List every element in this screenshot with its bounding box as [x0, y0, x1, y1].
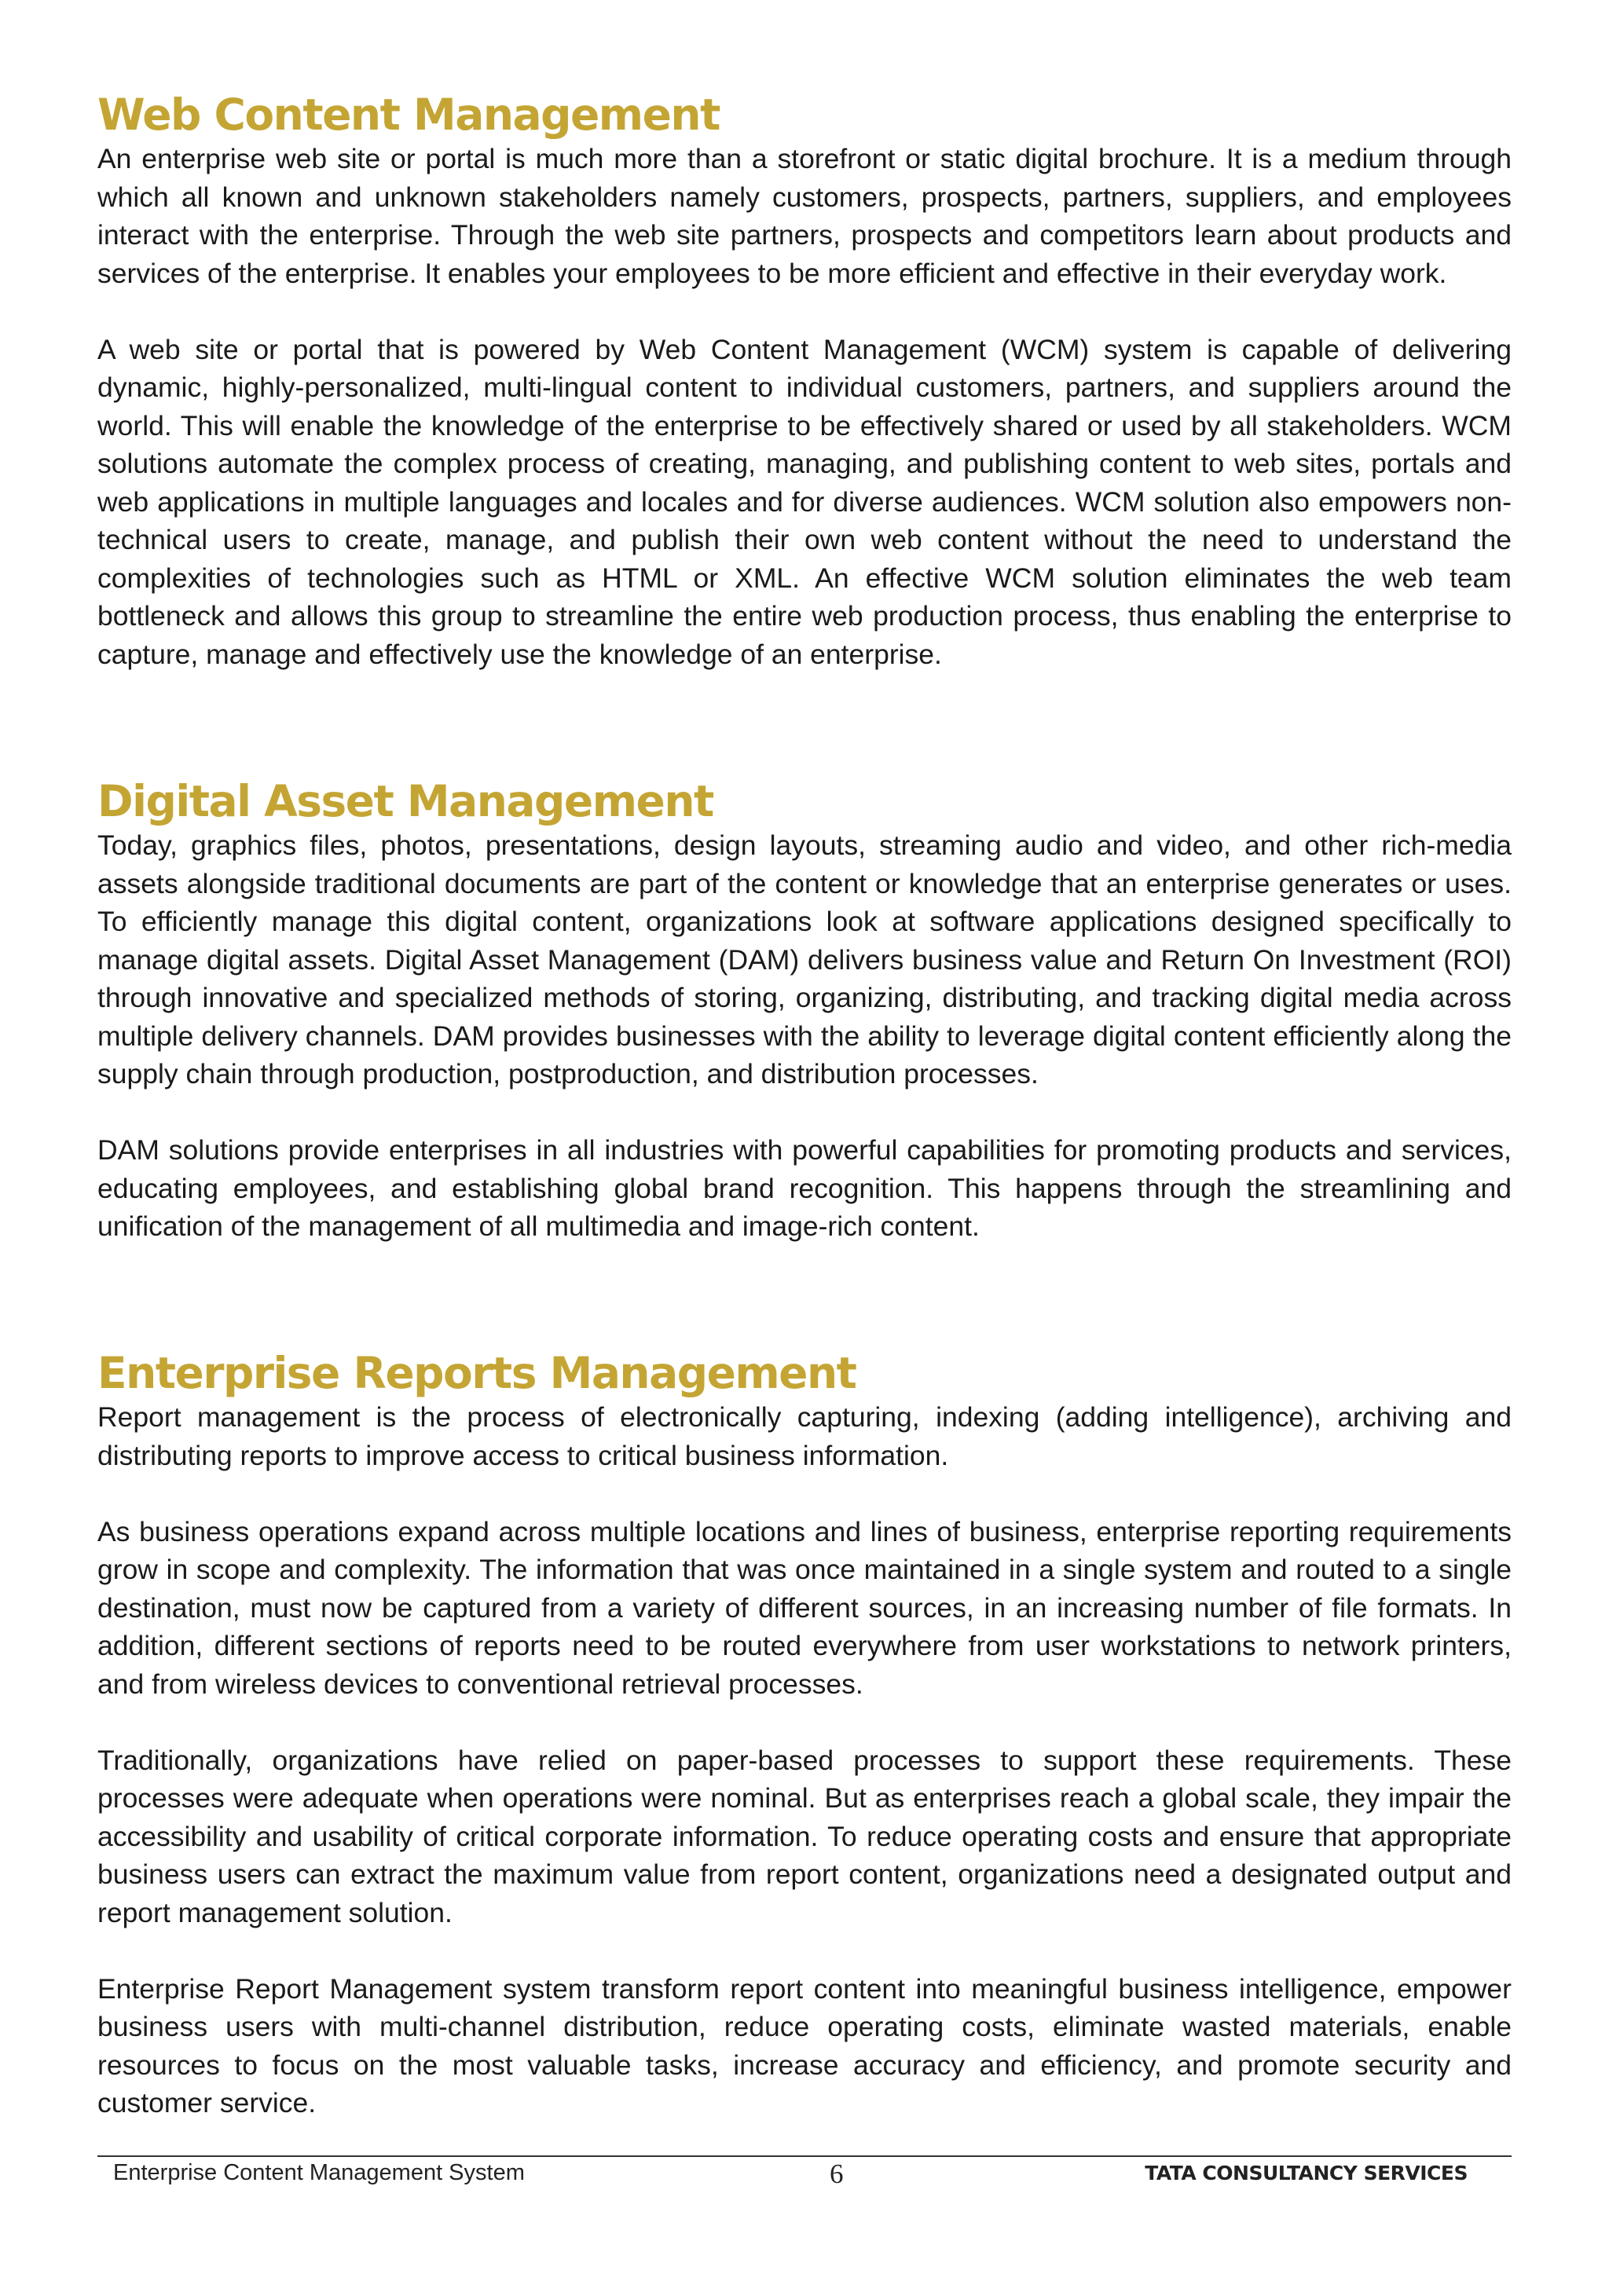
paragraph: Traditionally, organizations have relied on paper-based processes to support these requirements. These processes were adequate when operations were nominal. But as enterprises reach a global scale, they impair the accessibility and usability of critical corporate information. To reduce operating costs and ensure that appropriate business users can extract the maximum value from report content, organizations need a designated output and report management solution.	[97, 1744, 1512, 1928]
paragraph: A web site or portal that is powered by Web Content Management (WCM) system is capable of delivering dynamic, highly-personalized, multi-lingual content to individual customers, partners, and suppliers around the world. This will enable the knowledge of the enterprise to be effectively shared or used by all stakeholders. WCM solutions automate the complex process of creating, managing, and publishing content to web sites, portals and web applications in multiple languages and locales and for diverse audiences. WCM solution also empowers non-technical users to create, manage, and publish their own web content without the need to understand the complexities of technologies such as HTML or XML. An effective WCM solution eliminates the web team bottleneck and allows this group to streamline the entire web production process, thus enabling the enterprise to capture, manage and effectively use the knowledge of an enterprise.	[97, 333, 1512, 670]
paragraph: An enterprise web site or portal is much more than a storefront or static digital brochure. It is a medium through which all known and unknown stakeholders namely customers, prospects, partners, suppliers, and employees interact with the enterprise. Through the web site partners, prospects and competitors learn about products and services of the enterprise. It enables your employees to be more efficient and effective in their everyday work.	[97, 143, 1512, 289]
footer-doc-title: Enterprise Content Management System	[113, 2160, 525, 2185]
page-number: 6	[830, 2159, 844, 2189]
section-enterprise-reports-management	[97, 1348, 1512, 2122]
section-title: Digital Asset Management	[97, 776, 713, 826]
paragraph: As business operations expand across multiple locations and lines of business, enterprise reporting requirements grow in scope and complexity. The information that was once maintained in a single system and routed to a single destination, must now be captured from a variety of different sources, in an increasing number of file formats. In addition, different sections of reports need to be routed everywhere from user workstations to network printers, and from wireless devices to conventional retrieval processes.	[97, 1515, 1512, 1700]
section-title: Enterprise Reports Management	[97, 1348, 856, 1398]
footer-divider	[97, 2155, 1512, 2157]
section-title: Web Content Management	[97, 90, 720, 140]
paragraph: DAM solutions provide enterprises in all industries with powerful capabilities for promoting products and services, educating employees, and establishing global brand recognition. This happens through the streamlining and unification of the management of all multimedia and image-rich content.	[97, 1134, 1512, 1242]
section-digital-asset-management	[97, 776, 1512, 1246]
paragraph: Report management is the process of electronically capturing, indexing (adding intelligence), archiving and distributing reports to improve access to critical business information.	[97, 1401, 1512, 1471]
paragraph: Today, graphics files, photos, presentations, design layouts, streaming audio and video, and other rich-media assets alongside traditional documents are part of the content or knowledge that an enterprise generates or uses. To efficiently manage this digital content, organizations look at software applications designed specifically to manage digital assets. Digital Asset Management (DAM) delivers business value and Return On Investment (ROI) through innovative and specialized methods of storing, organizing, distributing, and tracking digital media across multiple delivery channels. DAM provides businesses with the ability to leverage digital content efficiently along the supply chain through production, postproduction, and distribution processes.	[97, 829, 1512, 1089]
section-web-content-management	[97, 90, 1512, 673]
paragraph: Enterprise Report Management system transform report content into meaningful business intelligence, empower business users with multi-channel distribution, reduce operating costs, eliminate wasted materials, enable resources to focus on the most valuable tasks, increase accuracy and efficiency, and promote security and customer service.	[97, 1972, 1512, 2118]
footer-company: TATA CONSULTANCY SERVICES	[1145, 2162, 1468, 2184]
